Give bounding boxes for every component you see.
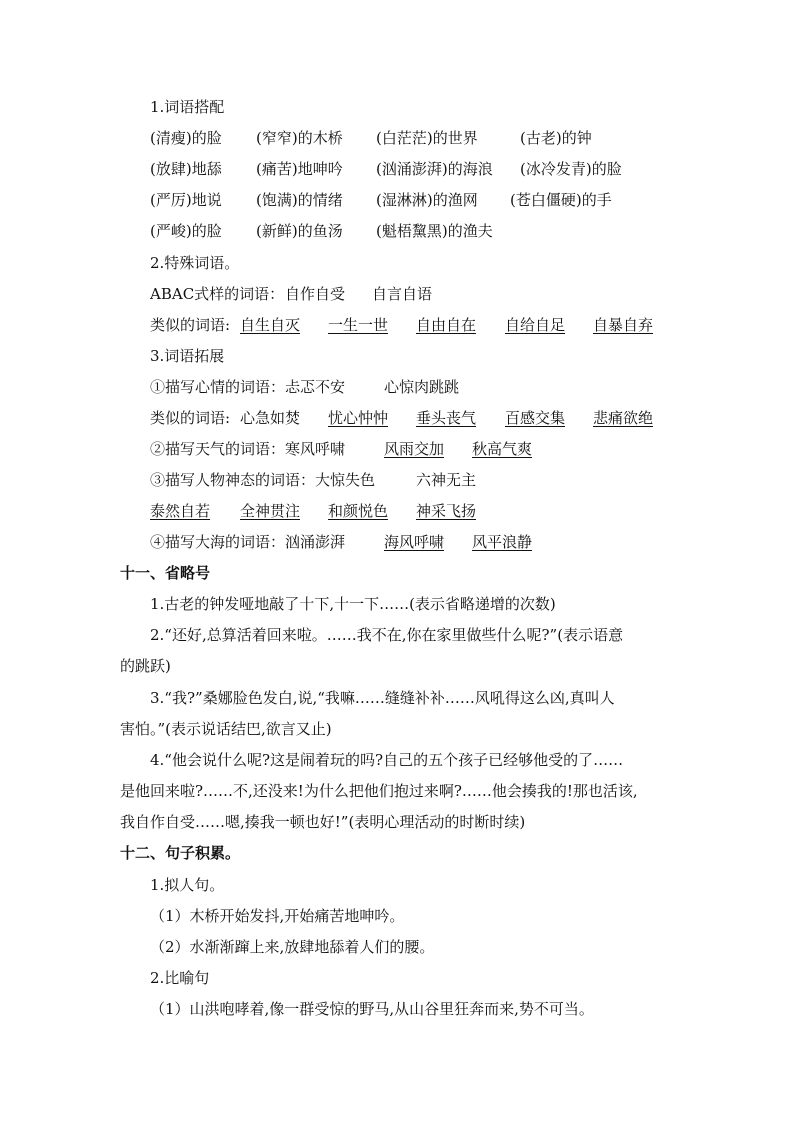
collocation-item: (湿淋淋)的渔网 — [376, 191, 478, 209]
word: 忐忑不安 — [285, 378, 346, 396]
sentence-item: （2）水渐渐蹿上来,放肆地舔着人们的腰。 — [150, 938, 435, 956]
person-label: ③描写人物神态的词语： — [150, 471, 316, 489]
word: 寒风呼啸 — [285, 440, 346, 458]
word: 心急如焚 — [240, 409, 301, 427]
section11-heading: 十一、省略号 — [120, 564, 211, 582]
underlined-word: 风平浪静 — [472, 533, 533, 551]
underlined-word: 泰然自若 — [150, 502, 211, 520]
underlined-word: 悲痛欲绝 — [593, 409, 654, 427]
underlined-word: 自给自足 — [505, 316, 566, 334]
underlined-word: 全神贯注 — [240, 502, 301, 520]
weather-label: ②描写天气的词语： — [150, 440, 286, 458]
mood-label: ①描写心情的词语： — [150, 378, 286, 396]
metaphor-title: 2.比喻句 — [150, 969, 210, 987]
underlined-word: 秋高气爽 — [472, 440, 533, 458]
ellipsis-item-3: 3.“我?”桑娜脸色发白,说,“我嘛……缝缝补补……风吼得这么凶,真叫人 — [150, 689, 615, 707]
word: 自作自受 — [285, 285, 346, 303]
section3-title: 3.词语拓展 — [150, 347, 225, 365]
underlined-word: 和颜悦色 — [328, 502, 389, 520]
collocation-item: (清瘦)的脸 — [150, 129, 222, 147]
similar-label: 类似的词语: — [150, 409, 231, 427]
similar-label: 类似的词语: — [150, 316, 231, 334]
collocation-item: (汹涌澎湃)的海浪 — [376, 160, 493, 178]
underlined-word: 忧心忡忡 — [328, 409, 389, 427]
sentence-item: （1）木桥开始发抖,开始痛苦地呻吟。 — [150, 907, 405, 925]
sea-label: ④描写大海的词语： — [150, 533, 286, 551]
ellipsis-item-4: 4.“他会说什么呢?这是闹着玩的吗?自己的五个孩子已经够他受的了…… — [150, 751, 624, 769]
word: 大惊失色 — [315, 471, 376, 489]
collocation-item: (古老)的钟 — [520, 129, 592, 147]
word: 心惊肉跳跳 — [384, 378, 460, 396]
personification-title: 1.拟人句。 — [150, 876, 225, 894]
underlined-word: 自由自在 — [416, 316, 477, 334]
collocation-item: (饱满)的情绪 — [256, 191, 343, 209]
section1-title: 1.词语搭配 — [150, 98, 225, 116]
word: 六神无主 — [416, 471, 477, 489]
underlined-word: 自生自灭 — [240, 316, 301, 334]
underlined-word: 自暴自弃 — [593, 316, 654, 334]
underlined-word: 风雨交加 — [384, 440, 445, 458]
underlined-word: 一生一世 — [328, 316, 389, 334]
underlined-word: 百感交集 — [505, 409, 566, 427]
collocation-item: (苍白僵硬)的手 — [510, 191, 612, 209]
collocation-item: (严厉)地说 — [150, 191, 222, 209]
collocation-item: (新鲜)的鱼汤 — [256, 222, 343, 240]
ellipsis-item-1: 1.古老的钟发哑地敲了十下,十一下……(表示省略递增的次数) — [150, 595, 556, 613]
collocation-item: (严峻)的脸 — [150, 222, 222, 240]
collocation-item: (放肆)地舔 — [150, 160, 222, 178]
abac-label: ABAC式样的词语： — [150, 285, 285, 303]
word: 自言自语 — [372, 285, 433, 303]
underlined-word: 神采飞扬 — [416, 502, 477, 520]
collocation-item: (痛苦)地呻吟 — [256, 160, 343, 178]
collocation-item: (窄窄)的木桥 — [256, 129, 343, 147]
underlined-word: 垂头丧气 — [416, 409, 477, 427]
ellipsis-item-3-cont: 害怕。”(表示说话结巴,欲言又止) — [120, 720, 332, 738]
collocation-item: (白茫茫)的世界 — [376, 129, 478, 147]
section12-heading: 十二、句子积累。 — [120, 844, 241, 862]
word: 汹涌澎湃 — [285, 533, 346, 551]
collocation-item: (冰冷发青)的脸 — [520, 160, 622, 178]
sentence-item: （1）山洪咆哮着,像一群受惊的野马,从山谷里狂奔而来,势不可当。 — [150, 1000, 594, 1018]
ellipsis-item-4-cont: 我自作自受……嗯,揍我一顿也好!”(表明心理活动的时断时续) — [120, 813, 526, 831]
ellipsis-item-2: 2.“还好,总算活着回来啦。……我不在,你在家里做些什么呢?”(表示语意 — [150, 626, 624, 644]
underlined-word: 海风呼啸 — [384, 533, 445, 551]
ellipsis-item-2-cont: 的跳跃) — [120, 657, 171, 675]
section2-title: 2.特殊词语。 — [150, 254, 240, 272]
collocation-item: (魁梧黧黑)的渔夫 — [376, 222, 493, 240]
ellipsis-item-4-cont: 是他回来啦?……不,还没来!为什么把他们抱过来啊?……他会揍我的!那也活该, — [120, 782, 638, 800]
